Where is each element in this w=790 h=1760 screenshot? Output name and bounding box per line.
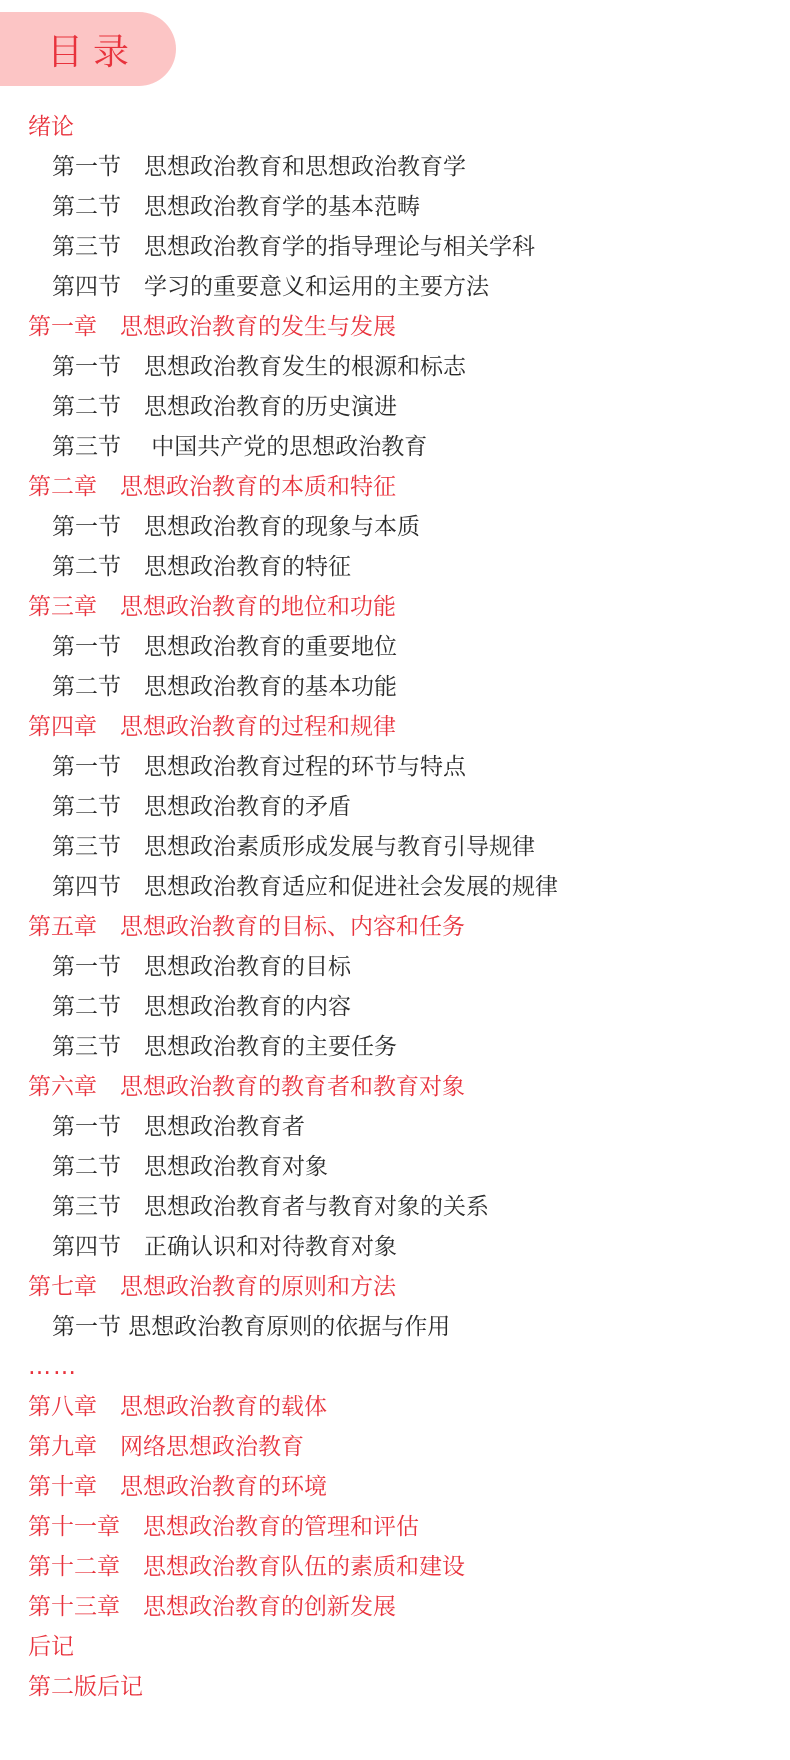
toc-section-link[interactable]: 第二节 思想政治教育的特征: [52, 554, 351, 580]
toc-chapter-link[interactable]: 第四章 思想政治教育的过程和规律: [28, 714, 396, 740]
toc-chapter-link[interactable]: 第九章 网络思想政治教育: [28, 1434, 304, 1460]
toc-section-link[interactable]: 第二节 思想政治教育对象: [52, 1154, 328, 1180]
toc-section-link[interactable]: 第一节 思想政治教育过程的环节与特点: [52, 754, 466, 780]
toc-section-link[interactable]: 第二节 思想政治教育的内容: [52, 994, 351, 1020]
toc-chapter-link[interactable]: 第十一章 思想政治教育的管理和评估: [28, 1514, 419, 1540]
toc-section-link[interactable]: 第一节 思想政治教育的目标: [52, 954, 351, 980]
toc-chapter-link[interactable]: 第八章 思想政治教育的载体: [28, 1394, 327, 1420]
toc-section-link[interactable]: 第一节 思想政治教育原则的依据与作用: [52, 1314, 451, 1340]
toc-chapter-link[interactable]: 第十二章 思想政治教育队伍的素质和建设: [28, 1554, 465, 1580]
toc-chapter-link[interactable]: 第七章 思想政治教育的原则和方法: [28, 1274, 396, 1300]
toc-chapter-link[interactable]: 第二版后记: [28, 1674, 143, 1700]
toc-chapter-link[interactable]: 后记: [28, 1634, 74, 1660]
toc-section-link[interactable]: 第四节 正确认识和对待教育对象: [52, 1234, 397, 1260]
toc-chapter-link[interactable]: 绪论: [28, 114, 74, 140]
toc-section-link[interactable]: 第一节 思想政治教育发生的根源和标志: [52, 354, 466, 380]
toc-section-link[interactable]: 第二节 思想政治教育学的基本范畴: [52, 194, 420, 220]
page-title: 目录: [46, 31, 139, 73]
toc-chapter-link[interactable]: 第三章 思想政治教育的地位和功能: [28, 594, 396, 620]
toc-section-link[interactable]: 第二节 思想政治教育的历史演进: [52, 394, 397, 420]
toc-chapter-link[interactable]: 第一章 思想政治教育的发生与发展: [28, 314, 396, 340]
toc-chapter-link[interactable]: 第十章 思想政治教育的环境: [28, 1474, 327, 1500]
toc-section-link[interactable]: 第三节 中国共产党的思想政治教育: [52, 434, 428, 460]
toc-section-link[interactable]: 第三节 思想政治教育学的指导理论与相关学科: [52, 234, 535, 260]
toc-section-link[interactable]: 第一节 思想政治教育者: [52, 1114, 305, 1140]
toc-chapter-link[interactable]: 第六章 思想政治教育的教育者和教育对象: [28, 1074, 465, 1100]
toc-header: [0, 12, 176, 86]
toc-section-link[interactable]: 第三节 思想政治教育者与教育对象的关系: [52, 1194, 489, 1220]
toc-chapter-link[interactable]: 第十三章 思想政治教育的创新发展: [28, 1594, 396, 1620]
toc-section-link[interactable]: 第四节 学习的重要意义和运用的主要方法: [52, 274, 489, 300]
toc-section-link[interactable]: 第一节 思想政治教育的现象与本质: [52, 514, 420, 540]
toc-chapter-link[interactable]: 第五章 思想政治教育的目标、内容和任务: [28, 914, 465, 940]
toc-section-link[interactable]: 第三节 思想政治教育的主要任务: [52, 1034, 397, 1060]
toc-section-link[interactable]: 第一节 思想政治教育的重要地位: [52, 634, 397, 660]
toc-section-link[interactable]: 第三节 思想政治素质形成发展与教育引导规律: [52, 834, 535, 860]
toc-section-link[interactable]: 第四节 思想政治教育适应和促进社会发展的规律: [52, 874, 558, 900]
toc-section-link[interactable]: 第二节 思想政治教育的基本功能: [52, 674, 397, 700]
toc-chapter-link[interactable]: 第二章 思想政治教育的本质和特征: [28, 474, 396, 500]
toc-section-link[interactable]: 第二节 思想政治教育的矛盾: [52, 794, 351, 820]
toc-ellipsis: ……: [28, 1354, 78, 1380]
toc-section-link[interactable]: 第一节 思想政治教育和思想政治教育学: [52, 154, 466, 180]
table-of-contents: [0, 107, 790, 1707]
